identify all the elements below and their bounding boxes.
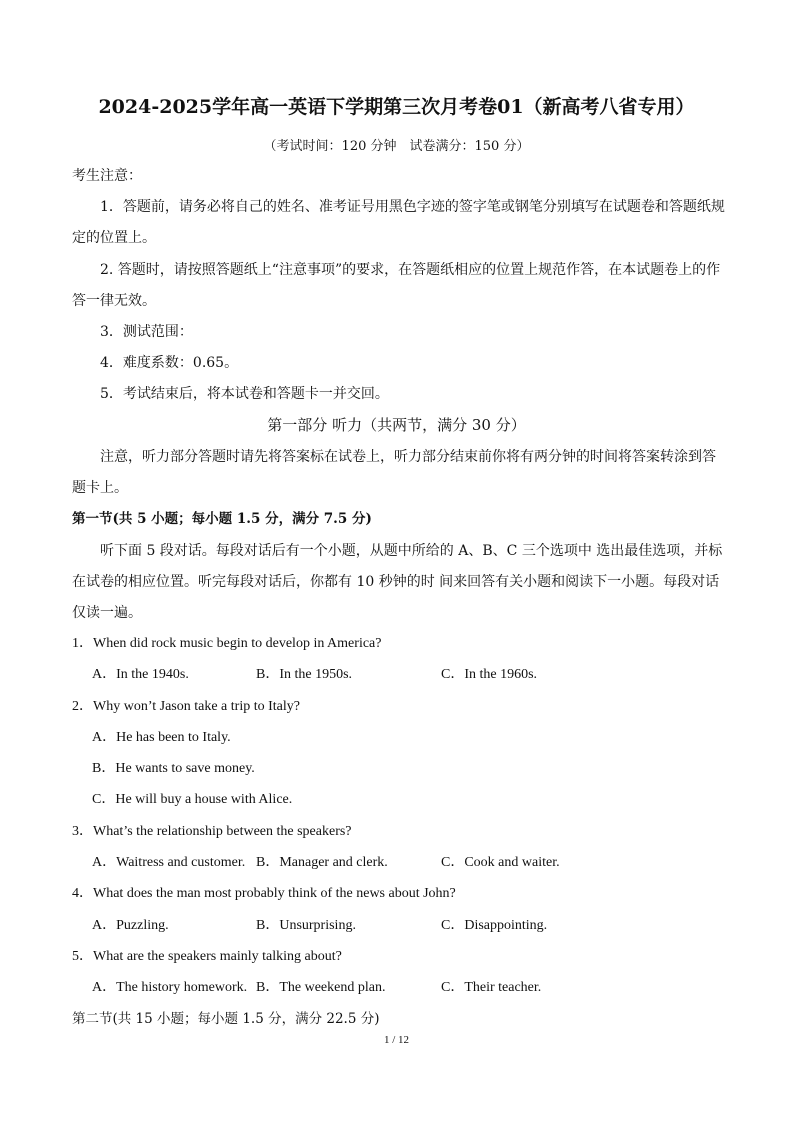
question-1-option-b: B．In the 1950s.: [256, 667, 353, 682]
question-5-stem: 5．What are the speakers mainly talking about?: [72, 949, 342, 964]
question-1-option-a: A．In the 1940s.: [92, 667, 189, 682]
question-1-option-c: C．In the 1960s.: [441, 667, 538, 682]
question-5-option-c: C．Their teacher.: [441, 980, 542, 995]
question-4-option-c: C．Disappointing.: [441, 918, 548, 933]
notice-heading: 考生注意：: [72, 168, 142, 184]
section1-heading: 第一节(共 5 小题；每小题 1.5 分，满分 7.5 分): [72, 511, 372, 527]
notice-item-1-line-2: 定的位置上。: [72, 230, 156, 246]
question-2-stem: 2．Why won’t Jason take a trip to Italy?: [72, 699, 300, 714]
notice-item-2-line-1: 2. 答题时，请按照答题纸上“注意事项”的要求，在答题纸相应的位置上规范作答，在本试题卷上的作: [100, 262, 721, 278]
question-4-option-a: A．Puzzling.: [92, 918, 169, 933]
question-3-stem: 3．What’s the relationship between the speakers?: [72, 824, 352, 839]
question-5-option-b: B．The weekend plan.: [256, 980, 386, 995]
question-5-option-a: A．The history homework.: [92, 980, 248, 995]
question-2-option-b: B．He wants to save money.: [92, 761, 255, 776]
notice-item-5: 5．考试结束后，将本试卷和答题卡一并交回。: [100, 386, 389, 402]
notice-item-2-line-2: 答一律无效。: [72, 293, 156, 309]
question-2-option-a: A．He has been to Italy.: [92, 730, 231, 745]
question-1-stem: 1．When did rock music begin to develop in America?: [72, 636, 382, 651]
notice-item-1-line-1: 1．答题前，请务必将自己的姓名、准考证号用黑色字迹的签字笔或钢笔分别填写在试题卷和答题纸规: [100, 199, 725, 215]
question-4-stem: 4．What does the man most probably think of the news about John?: [72, 886, 456, 901]
notice-item-3: 3．测试范围：: [100, 324, 193, 340]
question-3-option-c: C．Cook and waiter.: [441, 855, 560, 870]
question-3-option-a: A．Waitress and customer.: [92, 855, 246, 870]
part1-note-line-2: 题卡上。: [72, 480, 128, 496]
part1-note-line-1: 注意，听力部分答题时请先将答案标在试卷上，听力部分结束前你将有两分钟的时间将答案转涂到答: [100, 449, 716, 465]
section1-instruction-line-1: 听下面 5 段对话。每段对话后有一个小题，从题中所给的 A、B、C 三个选项中 选出最佳选项，并标: [100, 543, 723, 559]
question-4-option-b: B．Unsurprising.: [256, 918, 356, 933]
section1-instruction-line-2: 在试卷的相应位置。听完每段对话后，你都有 10 秒钟的时 间来回答有关小题和阅读下一小题。每段对话: [72, 574, 720, 590]
page-number: 1 / 12: [383, 1034, 410, 1046]
exam-title: 2024-2025学年高一英语下学期第三次月考卷01（新高考八省专用）: [98, 96, 695, 118]
section1-instruction-line-3: 仅读一遍。: [72, 605, 142, 621]
section2-heading: 第二节(共 15 小题；每小题 1.5 分，满分 22.5 分): [72, 1011, 380, 1027]
part1-heading: 第一部分 听力（共两节，满分 30 分）: [267, 416, 526, 434]
exam-subtitle: （考试时间：120 分钟 试卷满分：150 分）: [263, 139, 530, 154]
question-3-option-b: B．Manager and clerk.: [256, 855, 388, 870]
notice-item-4: 4．难度系数：0.65。: [100, 355, 239, 371]
question-2-option-c: C．He will buy a house with Alice.: [92, 792, 293, 807]
